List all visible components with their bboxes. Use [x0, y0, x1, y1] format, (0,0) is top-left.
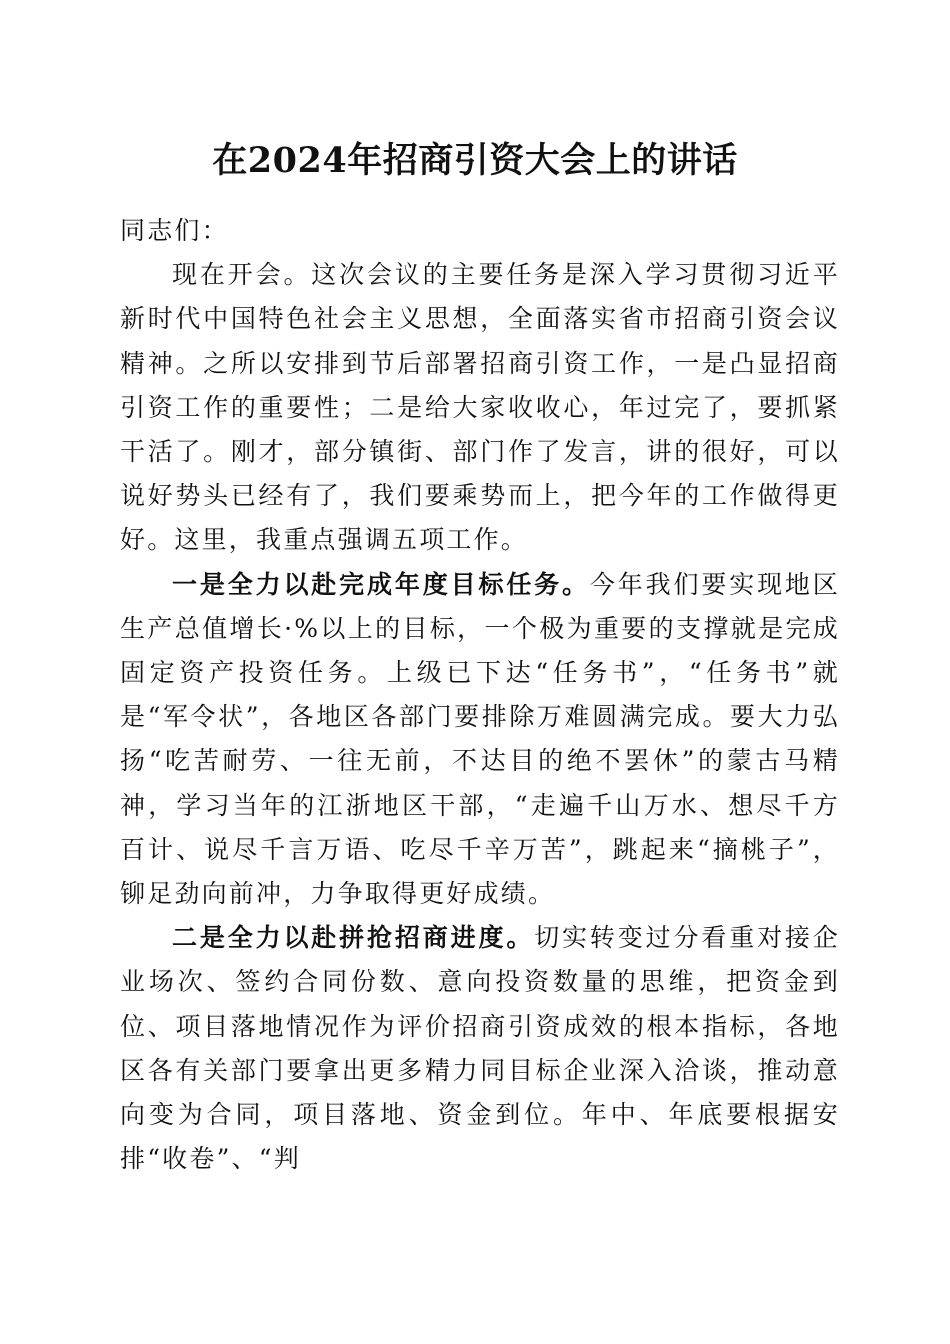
- paragraph-lead: 一是全力以赴完成年度目标任务。: [172, 569, 590, 599]
- paragraph-lead: 二是全力以赴拼抢招商进度。: [172, 923, 535, 953]
- salutation: 同志们：: [120, 216, 229, 245]
- paragraph-text: 现在开会。这次会议的主要任务是深入学习贯彻习近平新时代中国特色社会主义思想，全面落实省市招商引资会议精神。之所以安排到节后部署招商引资工作，一是凸显招商引资工作的重要性；二是给大家收收心，年过完了，要抓紧干活了。刚才，部分镇街、部门作了发言，讲的很好，可以说好势头已经有了，我们要乘势而上，把今年的工作做得更好。这里，我重点强调五项工作。: [120, 260, 840, 555]
- paragraph-task-one: [120, 563, 840, 917]
- paragraph-opening: [120, 253, 840, 562]
- paragraph-text: 切实转变过分看重对接企业场次、签约合同份数、意向投资数量的思维，把资金到位、项目落地情况作为评价招商引资成效的根本指标，各地区各有关部门要拿出更多精力同目标企业深入洽谈，推动意向变为合同，项目落地、资金到位。年中、年底要根据安排“收卷”、“判: [120, 923, 840, 1174]
- document-body: [120, 209, 840, 1181]
- document-title: 在2024年招商引资大会上的讲话: [212, 140, 738, 181]
- paragraph-text: 今年我们要实现地区生产总值增长·%以上的目标，一个极为重要的支撑就是完成固定资产投资任务。上级已下达“任务书”，“任务书”就是“军令状”，各地区各部门要排除万难圆满完成。要大力弘扬“吃苦耐劳、一往无前，不达目的绝不罢休”的蒙古马精神，学习当年的江浙地区干部，“走遍千山万水、想尽千方百计、说尽千言万语、吃尽千辛万苦”，跳起来“摘桃子”，铆足劲向前冲，力争取得更好成绩。: [120, 569, 840, 909]
- paragraph-task-two: [120, 916, 840, 1181]
